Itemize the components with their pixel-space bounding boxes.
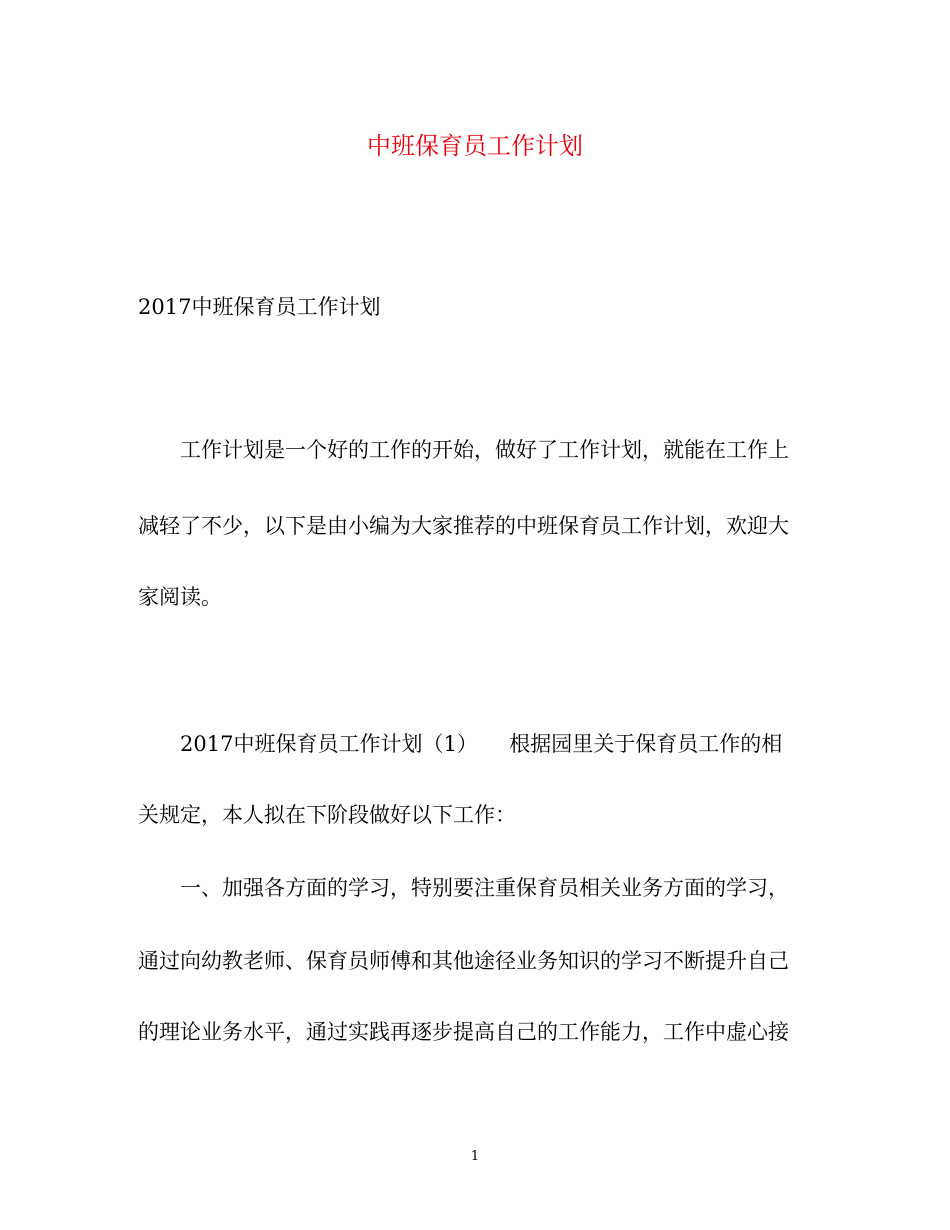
item1-line-2: 通过向幼教老师、保育员师傅和其他途径业务知识的学习不断提升自己 <box>138 949 789 973</box>
intro-line-3: 家阅读。 <box>138 585 222 609</box>
section1-line-1: 2017中班保育员工作计划（1） 根据园里关于保育员工作的相 <box>180 732 783 756</box>
intro-line-1: 工作计划是一个好的工作的开始，做好了工作计划，就能在工作上 <box>180 438 789 462</box>
document-subtitle: 2017中班保育员工作计划 <box>138 295 381 319</box>
item1-line-1: 一、加强各方面的学习，特别要注重保育员相关业务方面的学习， <box>180 876 789 900</box>
page-number: 1 <box>470 1149 480 1164</box>
section1-line-2: 关规定，本人拟在下阶段做好以下工作： <box>138 803 516 827</box>
item1-line-3: 的理论业务水平，通过实践再逐步提高自己的工作能力，工作中虚心接 <box>138 1020 789 1044</box>
intro-line-2: 减轻了不少，以下是由小编为大家推荐的中班保育员工作计划，欢迎大 <box>138 514 789 538</box>
document-title: 中班保育员工作计划 <box>367 132 583 160</box>
